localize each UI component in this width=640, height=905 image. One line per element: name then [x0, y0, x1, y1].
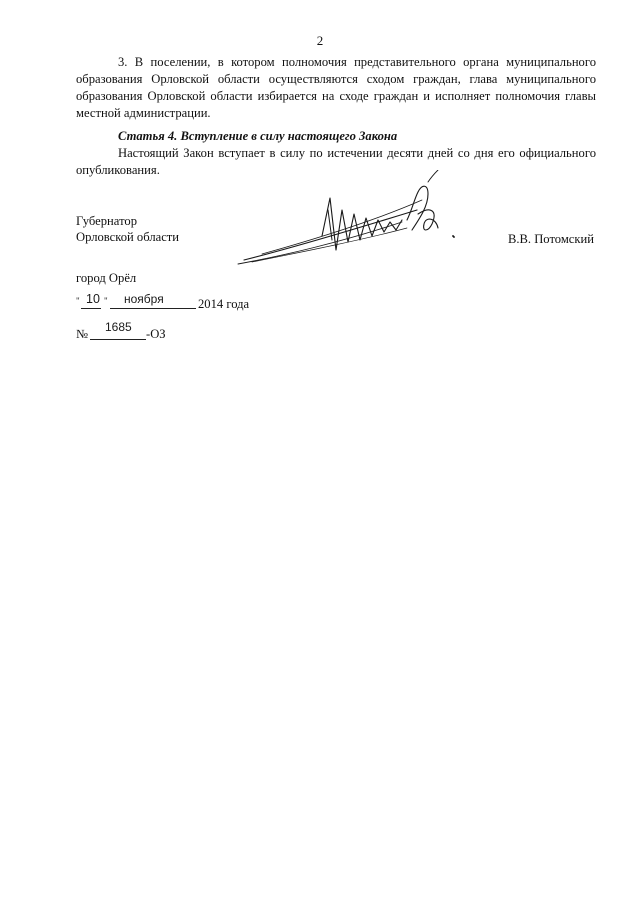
- date-close-quote: ": [104, 296, 108, 306]
- article-4-body: Настоящий Закон вступает в силу по истечении десяти дней со дня его официального опубликования.: [76, 146, 596, 177]
- date-month: ноября: [124, 292, 164, 306]
- day-blank-line: [81, 308, 101, 309]
- governor-name: В.В. Потомский: [507, 232, 594, 246]
- number-prefix: №: [76, 327, 89, 341]
- signature-icon: [232, 170, 472, 270]
- date-open-quote: ": [76, 296, 80, 306]
- date-day: 10: [86, 292, 100, 306]
- paragraph-3: 3. В поселении, в котором полномочия представительного органа муниципального образования Орловской области осуществляются сходом граждан, глава муниципального образования Орловской области избирается на сходе граждан и исполняет полномочия главы местной администрации.: [76, 55, 596, 120]
- month-blank-line: [110, 308, 196, 309]
- number-value: 1685: [105, 320, 132, 334]
- date-year: 2014 года: [198, 297, 250, 311]
- page-number: 2: [316, 33, 324, 48]
- governor-region: Орловской области: [76, 230, 180, 244]
- number-suffix: -ОЗ: [146, 327, 166, 341]
- number-blank-line: [90, 339, 146, 340]
- governor-title: Губернатор: [76, 214, 137, 228]
- article-4-title: Статья 4. Вступление в силу настоящего Закона: [118, 129, 398, 143]
- city-name: город Орёл: [76, 271, 137, 285]
